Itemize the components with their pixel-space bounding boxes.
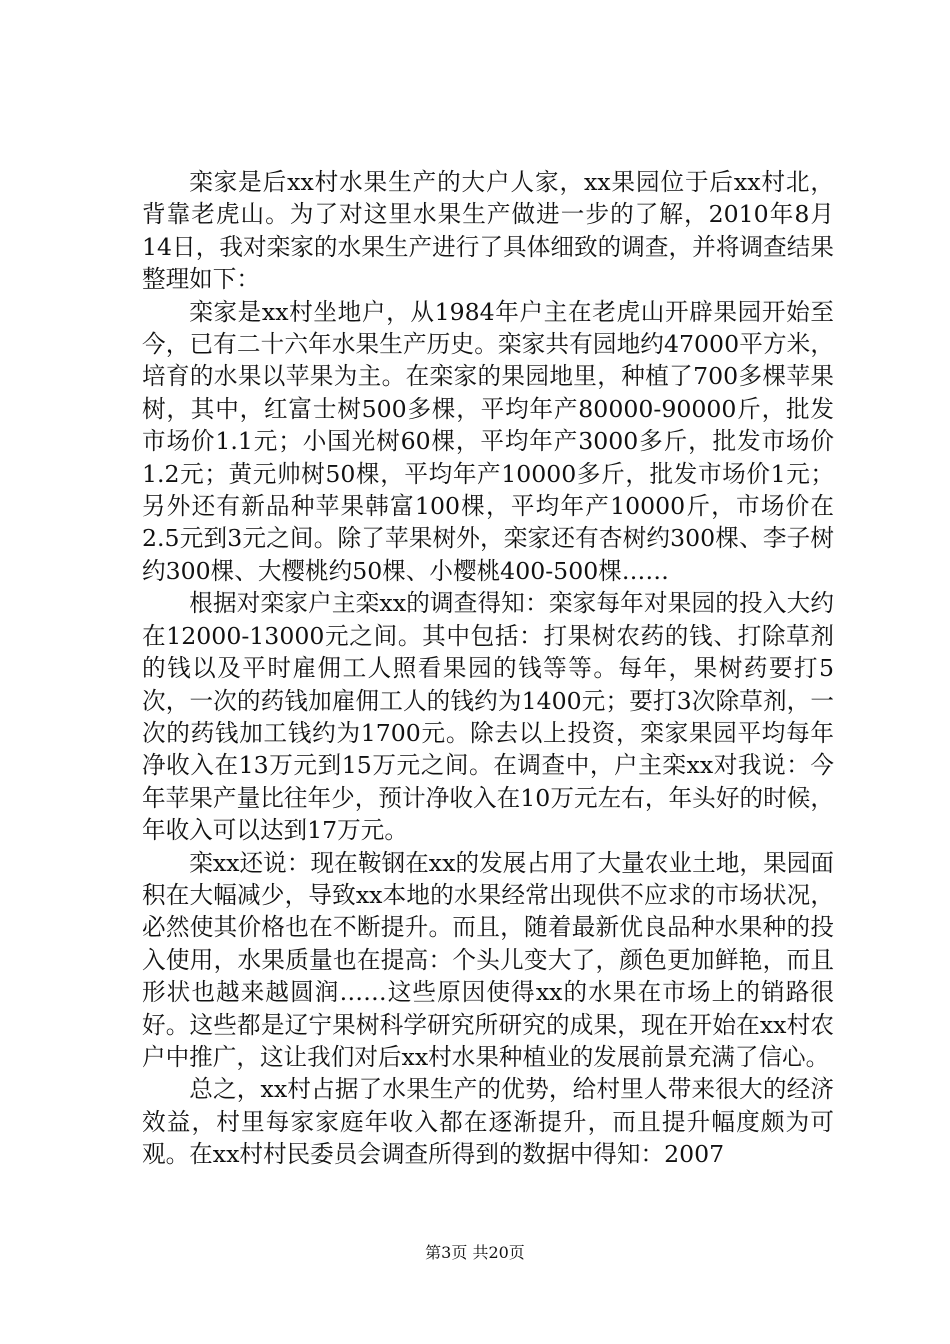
paragraph-1: 栾家是后xx村水果生产的大户人家，xx果园位于后xx村北，背靠老虎山。为了对这里水果生产做进一步的了解，2010年8月14日，我对栾家的水果生产进行了具体细致的调查，并将调查结果整理如下：: [142, 168, 834, 294]
body-text: [142, 166, 834, 1171]
paragraph-5: 总之，xx村占据了水果生产的优势，给村里人带来很大的经济效益，村里每家家庭年收入都在逐渐提升，而且提升幅度颇为可观。在xx村村民委员会调查所得到的数据中得知：2007: [142, 1075, 834, 1169]
page-footer: 第3页 共20页: [425, 1243, 525, 1262]
paragraph-4: 栾xx还说：现在鞍钢在xx的发展占用了大量农业土地，果园面积在大幅减少，导致xx本地的水果经常出现供不应求的市场状况，必然使其价格也在不断提升。而且，随着最新优良品种水果种的投入使用，水果质量也在提高：个头儿变大了，颜色更加鲜艳，而且形状也越来越圆润……这些原因使得xx的水果在市场上的销路很好。这些都是辽宁果树科学研究所研究的成果，现在开始在xx村农户中推广，这让我们对后xx村水果种植业的发展前景充满了信心。: [142, 848, 834, 1071]
paragraph-3: 根据对栾家户主栾xx的调查得知：栾家每年对果园的投入大约在12000-13000元之间。其中包括：打果树农药的钱、打除草剂的钱以及平时雇佣工人照看果园的钱等等。每年，果树药要打5次，一次的药钱加雇佣工人的钱约为1400元；要打3次除草剂，一次的药钱加工钱约为1700元。除去以上投资，栾家果园平均每年净收入在13万元到15万元之间。在调查中，户主栾xx对我说：今年苹果产量比往年少，预计净收入在10万元左右，年头好的时候，年收入可以达到17万元。: [142, 589, 834, 845]
paragraph-2: 栾家是xx村坐地户，从1984年户主在老虎山开辟果园开始至今，已有二十六年水果生产历史。栾家共有园地约47000平方米，培育的水果以苹果为主。在栾家的果园地里，种植了700多棵苹果树，其中，红富士树500多棵，平均年产80000-90000斤，批发市场价1.1元；小国光树60棵，平均年产3000多斤，批发市场价1.2元；黄元帅树50棵，平均年产10000多斤，批发市场价1元；另外还有新品种苹果韩富100棵，平均年产10000斤，市场价在2.5元到3元之间。除了苹果树外，栾家还有杏树约300棵、李子树约300棵、大樱桃约50棵、小樱桃400-500棵……: [142, 297, 834, 585]
